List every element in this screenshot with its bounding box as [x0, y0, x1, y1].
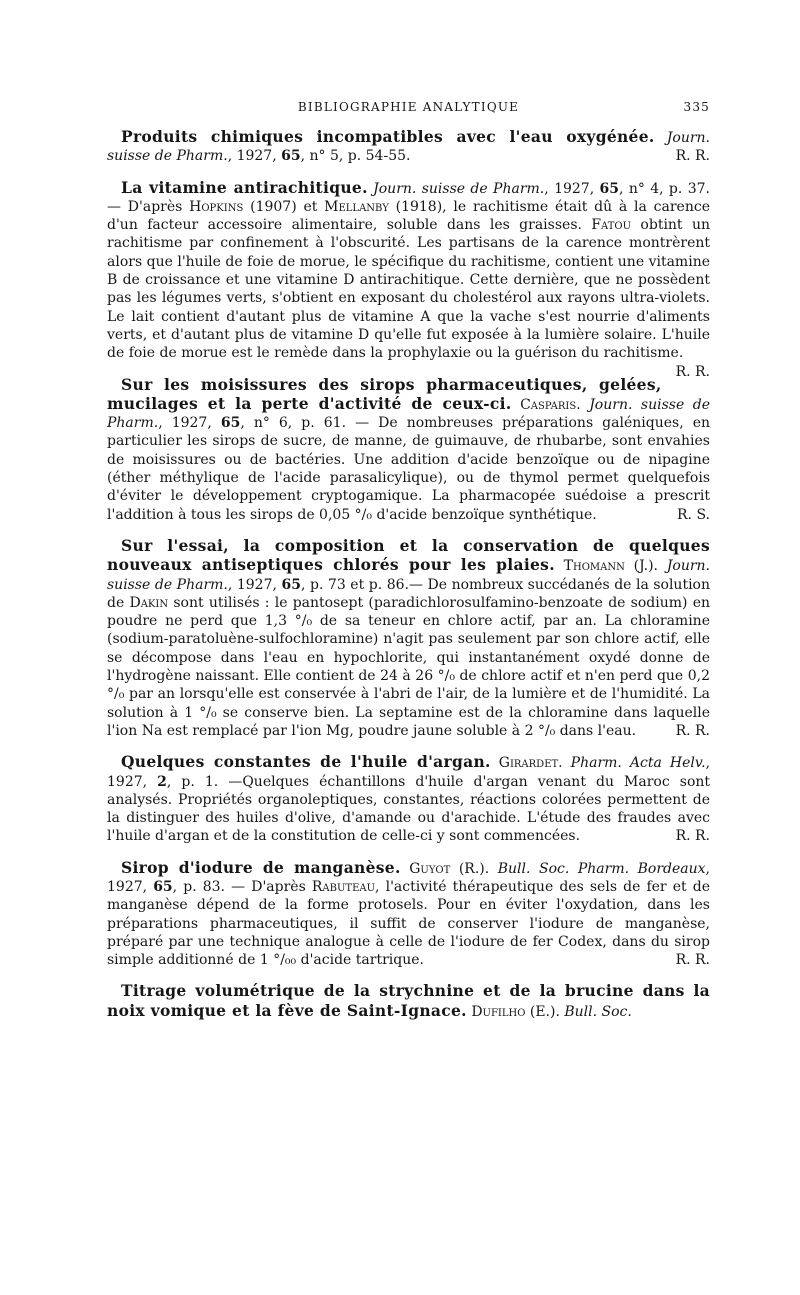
entry-title: Sur l'essai, la composition et la conservation de quelques nouveaux antiseptiques chlorés pour les plaies. — [107, 535, 710, 575]
entry-citation-rest: , n° 4, p. 37. — D'après — [107, 180, 710, 215]
cited-author: Dakin — [129, 594, 169, 611]
bibliography-entry — [107, 376, 710, 524]
bibliography-entry — [107, 177, 710, 380]
cited-author: Rabuteau — [311, 878, 376, 895]
entry-title: La vitamine antirachitique. — [121, 177, 368, 197]
entry-title: Sirop d'iodure de manganèse. — [121, 857, 401, 877]
cited-author: Hopkins — [189, 198, 244, 215]
entry-text: (1918), le rachitisme était dû à la carence d'un facteur accessoire alimentaire, soluble dans les graisses. — [107, 198, 710, 234]
cited-author: Mellanby — [324, 198, 389, 215]
entry-citation: , 1927, — [227, 576, 282, 593]
entry-signature: R. R. — [675, 952, 710, 969]
entry-source: Journ. suisse de Pharm. — [107, 396, 711, 432]
entry-signature: R. R. — [675, 828, 710, 845]
entry-title: Sur les moisissures des sirops pharmaceutiques, gelées, mucilages et la perte d'activité de ceux-ci. — [107, 374, 662, 413]
bibliography-entry — [107, 537, 710, 740]
entry-citation-rest: , n° 6, p. 61. — — [240, 415, 379, 432]
entry-body: De nombreuses préparations galéniques, en particulier les sirops de sucre, de manne, de guimauve, de rhubarbe, sont envahies de moisissures ou de bactéries. Une addition d'acide benzoïque ou de nipagine (éther méthylique de l'acide parasalicylique), ou de thymol permet quelquefois d'éviter le développement cryptogamique. La pharmacopée suédoise a prescrit l'addition à tous les sirops de 0,05 °/₀ d'acide benzoïque synthétique. — [107, 415, 710, 523]
entry-author: Casparis. — [520, 396, 581, 413]
entry-source: Journ. suisse de Pharm. — [373, 180, 545, 197]
running-head — [107, 100, 710, 124]
bibliography-entry — [107, 859, 710, 970]
entry-title: Titrage volumétrique de la strychnine et de la brucine dans la noix vomique et la fève de Saint-Ignace. — [107, 981, 710, 1020]
entry-citation-rest: , p. 73 et p. 86.— — [300, 576, 428, 593]
entry-body: , l'activité thérapeutique des sels de fer et de manganèse dépend de la forme protosels. Pour en éviter l'oxydation, dans les préparations pharmaceutiques, il suffit de conserver l'iodure de manganèse, préparé par une technique analogue à celle de l'iodure de fer Codex, dans du sirop simple additionné de 1 °/₀₀ d'acide tartrique. — [107, 878, 710, 969]
entry-citation: , 1927, — [544, 180, 600, 197]
entry-body: Quelques échantillons d'huile d'argan venant du Maroc sont analysés. Propriétés organoleptiques, constantes, réactions colorées permettent de la distinguer des huiles d'olive, d'amande ou d'arachide. L'étude des fraudes avec l'huile d'argan et de la constitution de celle-ci y sont commencées. — [107, 773, 711, 845]
entry-volume: 65 — [599, 180, 619, 197]
bibliography-entry — [107, 982, 710, 1021]
entry-author: Thomann (J.). — [563, 558, 659, 575]
entry-title: Quelques constantes de l'huile d'argan. — [121, 752, 491, 772]
entry-volume: 65 — [281, 576, 301, 593]
entry-title: Produits chimiques incompatibles avec l'eau oxygénée. — [121, 127, 655, 146]
entry-body: sont utilisés : le pantosept (paradichlorosulfamino-benzoate de sodium) en poudre ne perd que 1,3 °/₀ de sa teneur en chlore actif, par an. La chloramine (sodium-paratoluène-sulfochloramine) n'agit pas seulement par son chlore actif, elle se décompose dans l'eau en hypochlorite, qui instantanément oxydé donne de l'hydrogène naissant. Elle contient de 24 à 26 °/₀ de chlore actif et n'en perd que 0,2 °/₀ par an lorsqu'elle est conservée à l'abri de l'air, de la lumière et de l'humidité. La solution à 1 °/₀ se conserve bien. La septamine est de la chloramine dans laquelle l'ion Na est remplacé par l'ion Mg, poudre jaune soluble à 2 °/₀ dans l'eau. — [107, 594, 711, 739]
entry-signature: R. S. — [677, 506, 710, 523]
entry-signature: R. R. — [675, 363, 710, 380]
entry-body: obtint un rachitisme par confinement à l'obscurité. Les partisans de la carence montrèrent alors que l'huile de foie de morue, le spécifique du rachitisme, contient une vitamine B de croissance et une vitamine D antirachitique. Cette dernière, que ne possèdent pas les légumes verts, s'obtient en exposant du cholestérol aux rayons ultra-violets. Le lait contient d'autant plus de vitamine A que la vache s'est nourrie d'aliments verts, et d'autant plus de vitamine D qu'elle fut exposée à la lumière solaire. L'huile de foie de morue est le remède dans la prophylaxie ou la guérison du rachitisme. — [107, 217, 710, 362]
entry-author: Girardet. — [498, 755, 563, 772]
cited-author: Fatou — [591, 217, 632, 234]
entry-source: Pharm. Acta Helv. — [570, 755, 706, 772]
entry-source: Journ. suisse de Pharm. — [107, 558, 710, 593]
entry-volume: 65 — [220, 415, 241, 432]
entry-author: Guyot (R.). — [409, 860, 490, 877]
entry-signature: R. R. — [675, 148, 710, 165]
entry-volume: 65 — [153, 878, 173, 895]
entry-author: Dufilho (E.). — [471, 1003, 560, 1020]
entry-citation: , 1927, — [227, 148, 282, 165]
entry-volume: 65 — [281, 148, 301, 165]
entry-citation: , 1927, — [158, 415, 221, 432]
entry-signature: R. R. — [675, 722, 710, 739]
entry-source: Bull. Soc. Pharm. Bordeaux — [497, 860, 706, 877]
entry-source: Journ. suisse de Pharm. — [107, 130, 710, 165]
entry-source: Bull. Soc. — [564, 1003, 632, 1020]
bibliography-entry — [107, 753, 710, 845]
entry-text: De nombreux succédanés de la solution de — [107, 576, 711, 611]
page-number: 335 — [683, 100, 710, 114]
entry-citation: , 1927, — [107, 860, 710, 895]
bibliography-entry — [107, 128, 710, 166]
entry-citation-rest: , p. 1. — — [166, 773, 243, 790]
running-head-title: BIBLIOGRAPHIE ANALYTIQUE — [297, 100, 520, 114]
entry-text: (1907) et — [243, 198, 325, 215]
entry-citation-rest: , p. 83. — D'après — [172, 878, 312, 895]
entry-citation: , 1927, — [107, 755, 711, 790]
entry-citation-rest: , n° 5, p. 54-55. — [300, 148, 411, 165]
entry-volume: 2 — [157, 773, 167, 790]
